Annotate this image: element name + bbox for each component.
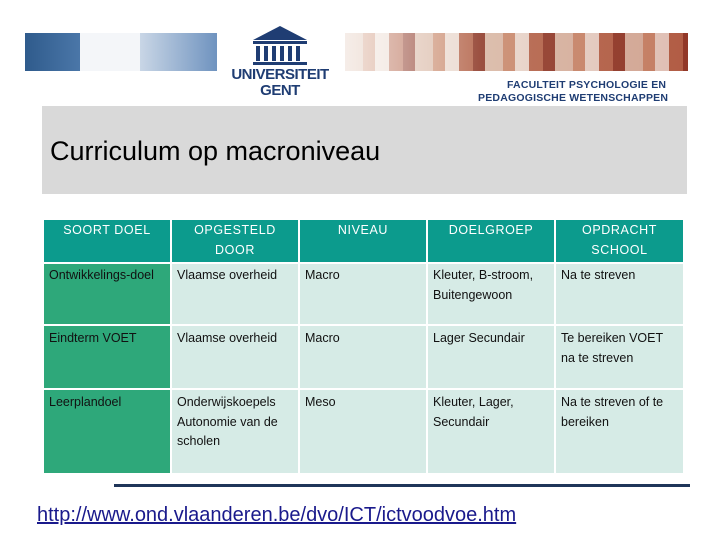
table-cell: Na te streven [555, 263, 684, 325]
header-banner-fade [140, 33, 217, 71]
table-cell: Macro [299, 263, 427, 325]
footer-divider [114, 484, 690, 487]
university-name-line2: GENT [260, 82, 300, 99]
table-cell: Ontwikkelings-doel [43, 263, 171, 325]
column-header: SOORT DOEL [43, 219, 171, 263]
column-header: OPGESTELD DOOR [171, 219, 299, 263]
table-header-row [43, 219, 684, 263]
faculty-name-line1: FACULTEIT PSYCHOLOGIE EN [507, 79, 667, 91]
curriculum-table [42, 218, 685, 475]
table-row [43, 325, 684, 389]
column-header: DOELGROEP [427, 219, 555, 263]
table-cell: Macro [299, 325, 427, 389]
table-cell: Eindterm VOET [43, 325, 171, 389]
slide-title: Curriculum op macroniveau [50, 136, 381, 166]
column-header: NIVEAU [299, 219, 427, 263]
faculty-name-line2: PEDAGOGISCHE WETENSCHAPPEN [478, 92, 669, 104]
table-row [43, 263, 684, 325]
university-name-line1: UNIVERSITEIT [231, 66, 329, 83]
table-cell: Vlaamse overheid [171, 325, 299, 389]
table-row [43, 389, 684, 474]
table-cell: Te bereiken VOET na te streven [555, 325, 684, 389]
table-cell: Kleuter, B-stroom, Buitengewoon [427, 263, 555, 325]
table-cell: Kleuter, Lager, Secundair [427, 389, 555, 474]
column-header: OPDRACHT SCHOOL [555, 219, 684, 263]
table-cell: Lager Secundair [427, 325, 555, 389]
table-cell: Na te streven of te bereiken [555, 389, 684, 474]
header-banner-photos [345, 33, 688, 71]
table-cell: Onderwijskoepels Autonomie van de scholen [171, 389, 299, 474]
header-banner-light [80, 33, 140, 71]
table-cell: Leerplandoel [43, 389, 171, 474]
table-cell: Meso [299, 389, 427, 474]
table-cell: Vlaamse overheid [171, 263, 299, 325]
reference-link[interactable]: http://www.ond.vlaanderen.be/dvo/ICT/ictvoodvoe.htm [37, 504, 517, 526]
